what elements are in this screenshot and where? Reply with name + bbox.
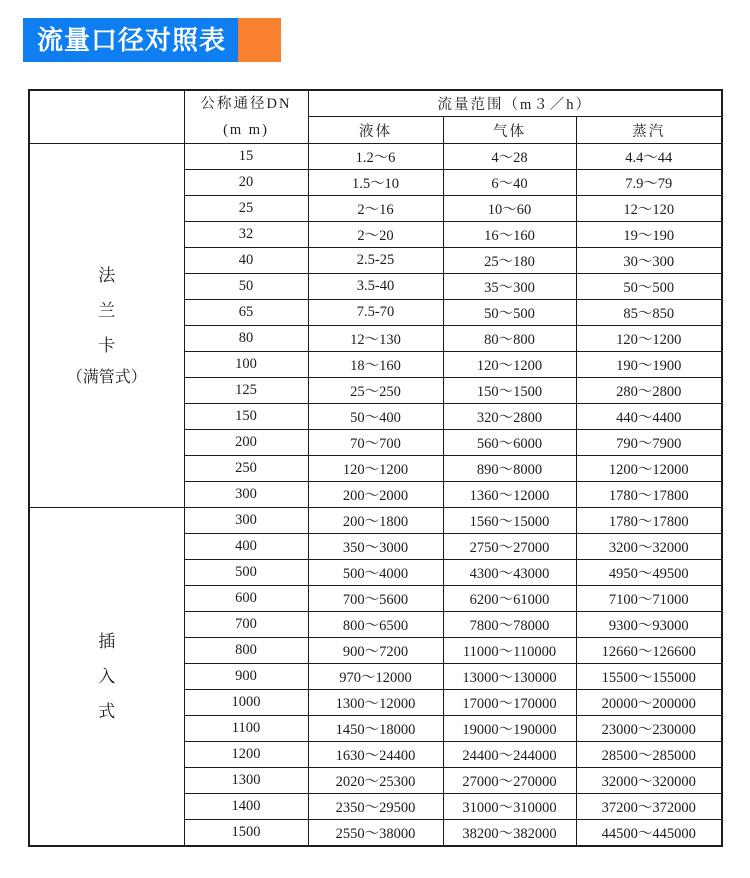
liquid-range-value: 800～6500 xyxy=(308,612,443,638)
steam-range-value: 32000～320000 xyxy=(576,768,722,794)
section-label-char: 法 xyxy=(98,266,116,285)
dn-value: 125 xyxy=(184,378,308,404)
dn-value: 250 xyxy=(184,456,308,482)
gas-range-value: 10～60 xyxy=(443,196,576,222)
dn-value: 50 xyxy=(184,274,308,300)
steam-range-value: 20000～200000 xyxy=(576,690,722,716)
dn-value: 1100 xyxy=(184,716,308,742)
section-label-char: 入 xyxy=(98,666,116,686)
gas-range-value: 16～160 xyxy=(443,222,576,248)
steam-range-value: 19～190 xyxy=(576,222,722,248)
liquid-range-value: 120～1200 xyxy=(308,456,443,482)
table-row xyxy=(29,144,722,170)
gas-range-value: 4300～43000 xyxy=(443,560,576,586)
header-row-1 xyxy=(29,90,722,117)
gas-range-value: 25～180 xyxy=(443,248,576,274)
liquid-range-value: 970～12000 xyxy=(308,664,443,690)
dn-header-line2: (m m) xyxy=(223,122,269,138)
liquid-column-header: 液体 xyxy=(308,117,443,144)
steam-range-value: 12～120 xyxy=(576,196,722,222)
liquid-range-value: 350～3000 xyxy=(308,534,443,560)
dn-value: 700 xyxy=(184,612,308,638)
gas-range-value: 17000～170000 xyxy=(443,690,576,716)
dn-value: 200 xyxy=(184,430,308,456)
dn-value: 15 xyxy=(184,144,308,170)
dn-value: 1200 xyxy=(184,742,308,768)
steam-range-value: 15500～155000 xyxy=(576,664,722,690)
gas-range-value: 24400～244000 xyxy=(443,742,576,768)
title-accent-block xyxy=(238,18,281,62)
title-bar xyxy=(23,18,281,62)
dn-value: 1400 xyxy=(184,794,308,820)
steam-range-value: 4.4～44 xyxy=(576,144,722,170)
gas-range-value: 560～6000 xyxy=(443,430,576,456)
gas-range-value: 13000～130000 xyxy=(443,664,576,690)
dn-value: 100 xyxy=(184,352,308,378)
steam-range-value: 30～300 xyxy=(576,248,722,274)
liquid-range-value: 7.5-70 xyxy=(308,300,443,326)
dn-value: 900 xyxy=(184,664,308,690)
steam-range-value: 440～4400 xyxy=(576,404,722,430)
liquid-range-value: 2350～29500 xyxy=(308,794,443,820)
dn-header-line1: 公称通径DN xyxy=(200,96,292,112)
liquid-range-value: 2～20 xyxy=(308,222,443,248)
liquid-range-value: 1.2～6 xyxy=(308,144,443,170)
dn-value: 80 xyxy=(184,326,308,352)
steam-range-value: 790～7900 xyxy=(576,430,722,456)
steam-range-value: 7.9～79 xyxy=(576,170,722,196)
liquid-range-value: 1300～12000 xyxy=(308,690,443,716)
dn-value: 1500 xyxy=(184,820,308,846)
dn-value: 400 xyxy=(184,534,308,560)
liquid-range-value: 12～130 xyxy=(308,326,443,352)
gas-range-value: 1560～15000 xyxy=(443,508,576,534)
gas-range-value: 50～500 xyxy=(443,300,576,326)
dn-value: 300 xyxy=(184,508,308,534)
dn-column-header xyxy=(184,90,308,144)
flow-diameter-table xyxy=(28,89,723,847)
liquid-range-value: 700～5600 xyxy=(308,586,443,612)
section-label xyxy=(29,144,184,508)
gas-range-value: 31000～310000 xyxy=(443,794,576,820)
steam-range-value: 1200～12000 xyxy=(576,456,722,482)
liquid-range-value: 1.5～10 xyxy=(308,170,443,196)
liquid-range-value: 50～400 xyxy=(308,404,443,430)
gas-range-value: 890～8000 xyxy=(443,456,576,482)
dn-value: 20 xyxy=(184,170,308,196)
steam-range-value: 23000～230000 xyxy=(576,716,722,742)
dn-value: 65 xyxy=(184,300,308,326)
steam-range-value: 44500～445000 xyxy=(576,820,722,846)
dn-value: 32 xyxy=(184,222,308,248)
liquid-range-value: 900～7200 xyxy=(308,638,443,664)
liquid-range-value: 18～160 xyxy=(308,352,443,378)
dn-value: 150 xyxy=(184,404,308,430)
steam-range-value: 1780～17800 xyxy=(576,508,722,534)
steam-range-value: 1780～17800 xyxy=(576,482,722,508)
liquid-range-value: 1630～24400 xyxy=(308,742,443,768)
dn-value: 800 xyxy=(184,638,308,664)
gas-range-value: 27000～270000 xyxy=(443,768,576,794)
gas-range-value: 11000～110000 xyxy=(443,638,576,664)
flow-table-wrapper xyxy=(28,89,721,847)
steam-range-value: 12660～126600 xyxy=(576,638,722,664)
liquid-range-value: 2550～38000 xyxy=(308,820,443,846)
steam-range-value: 190～1900 xyxy=(576,352,722,378)
gas-range-value: 38200～382000 xyxy=(443,820,576,846)
gas-range-value: 6～40 xyxy=(443,170,576,196)
gas-range-value: 35～300 xyxy=(443,274,576,300)
dn-value: 300 xyxy=(184,482,308,508)
table-body xyxy=(29,90,722,846)
section-label xyxy=(29,508,184,846)
steam-range-value: 85～850 xyxy=(576,300,722,326)
gas-range-value: 1360～12000 xyxy=(443,482,576,508)
steam-range-value: 3200～32000 xyxy=(576,534,722,560)
steam-range-value: 37200～372000 xyxy=(576,794,722,820)
steam-range-value: 120～1200 xyxy=(576,326,722,352)
liquid-range-value: 70～700 xyxy=(308,430,443,456)
liquid-range-value: 2～16 xyxy=(308,196,443,222)
section-label-suffix: （满管式） xyxy=(66,369,147,386)
section-label-char: 式 xyxy=(98,701,116,721)
dn-value: 1000 xyxy=(184,690,308,716)
dn-value: 25 xyxy=(184,196,308,222)
liquid-range-value: 2.5-25 xyxy=(308,248,443,274)
steam-range-value: 4950～49500 xyxy=(576,560,722,586)
gas-range-value: 7800～78000 xyxy=(443,612,576,638)
page-title: 流量口径对照表 xyxy=(23,18,238,62)
dn-value: 600 xyxy=(184,586,308,612)
liquid-range-value: 1450～18000 xyxy=(308,716,443,742)
gas-range-value: 2750～27000 xyxy=(443,534,576,560)
steam-range-value: 7100～71000 xyxy=(576,586,722,612)
steam-range-value: 50～500 xyxy=(576,274,722,300)
gas-range-value: 4～28 xyxy=(443,144,576,170)
gas-range-value: 320～2800 xyxy=(443,404,576,430)
section-label-char: 兰 xyxy=(98,301,116,320)
liquid-range-value: 2020～25300 xyxy=(308,768,443,794)
liquid-range-value: 25～250 xyxy=(308,378,443,404)
dn-value: 500 xyxy=(184,560,308,586)
dn-value: 40 xyxy=(184,248,308,274)
gas-range-value: 150～1500 xyxy=(443,378,576,404)
liquid-range-value: 3.5-40 xyxy=(308,274,443,300)
flow-range-header: 流量范围（m３／h） xyxy=(308,90,722,117)
liquid-range-value: 200～1800 xyxy=(308,508,443,534)
section-label-char: 卡 xyxy=(98,336,116,355)
liquid-range-value: 200～2000 xyxy=(308,482,443,508)
section-label-char: 插 xyxy=(98,631,116,651)
gas-range-value: 80～800 xyxy=(443,326,576,352)
table-row xyxy=(29,508,722,534)
liquid-range-value: 500～4000 xyxy=(308,560,443,586)
dn-value: 1300 xyxy=(184,768,308,794)
gas-range-value: 6200～61000 xyxy=(443,586,576,612)
corner-cell xyxy=(29,90,184,144)
gas-range-value: 19000～190000 xyxy=(443,716,576,742)
steam-range-value: 280～2800 xyxy=(576,378,722,404)
steam-column-header: 蒸汽 xyxy=(576,117,722,144)
gas-range-value: 120～1200 xyxy=(443,352,576,378)
steam-range-value: 28500～285000 xyxy=(576,742,722,768)
gas-column-header: 气体 xyxy=(443,117,576,144)
steam-range-value: 9300～93000 xyxy=(576,612,722,638)
